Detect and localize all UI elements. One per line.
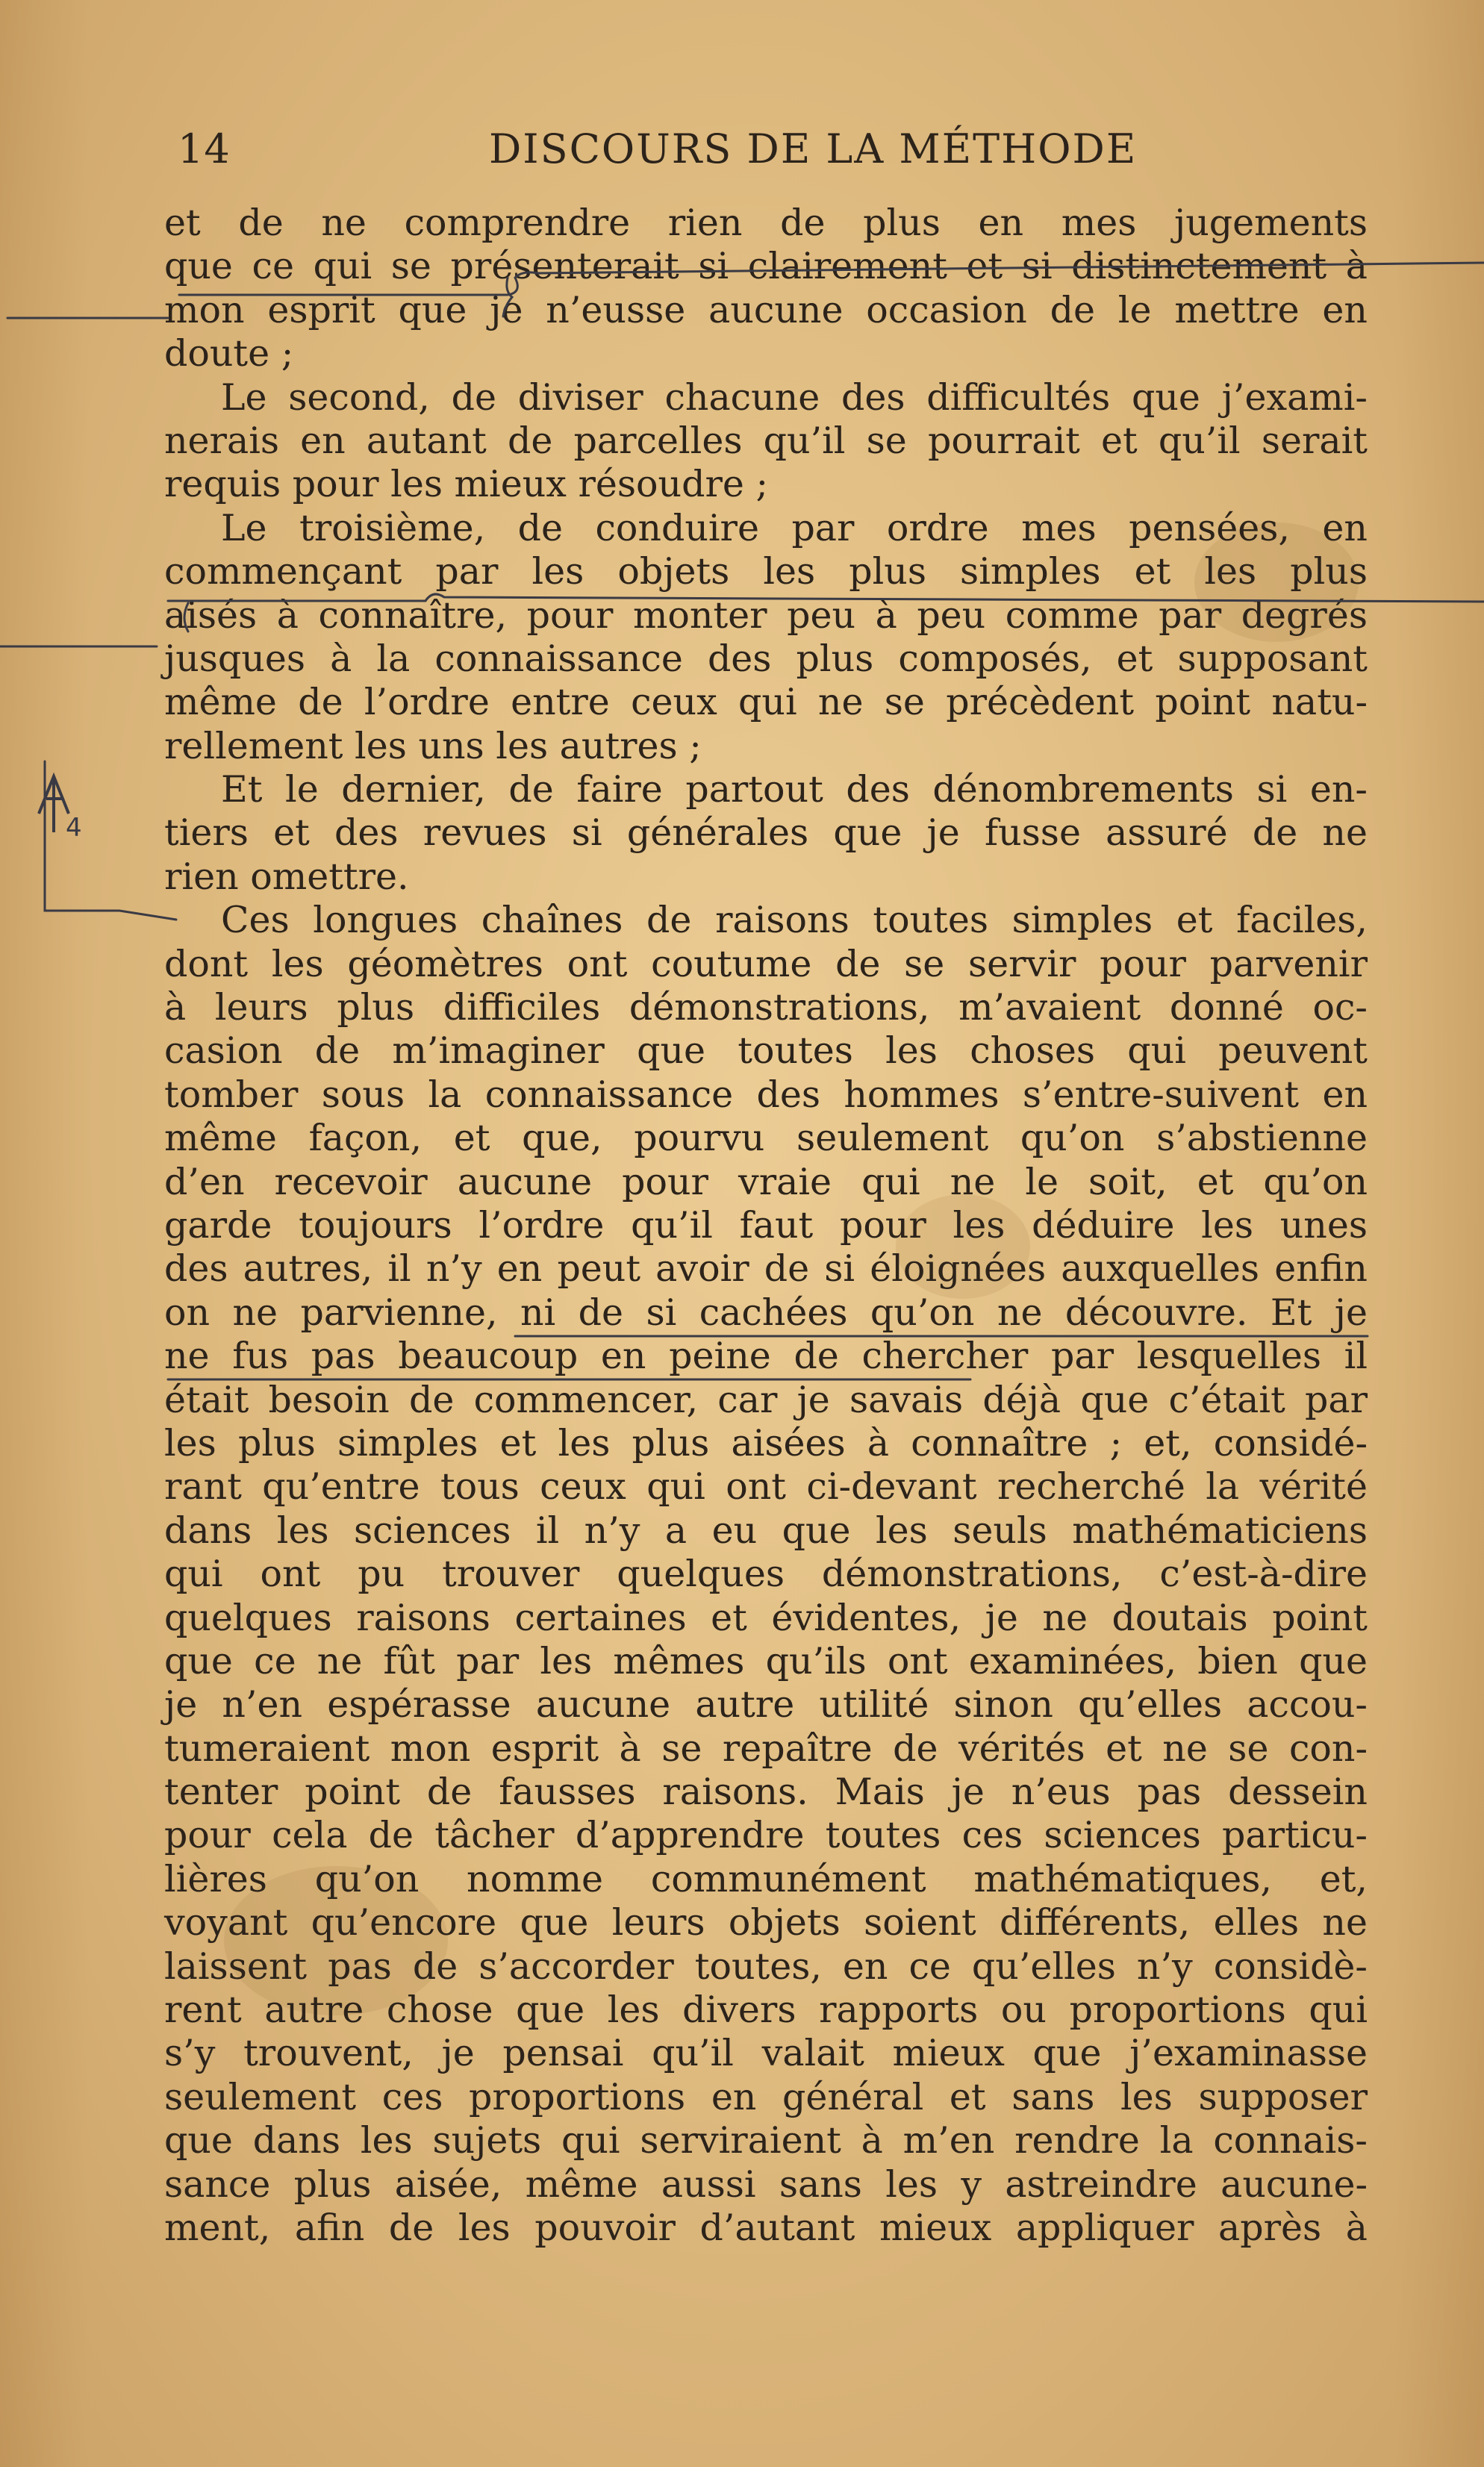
text-line: rant qu’entre tous ceux qui ont ci-devant recherché la vérité <box>164 1465 1368 1509</box>
text-line: rien omettre. <box>164 855 409 898</box>
text-line: les plus simples et les plus aisées à connaître ; et, considé- <box>164 1421 1368 1465</box>
text-line: nerais en autant de parcelles qu’il se pourrait et qu’il serait <box>164 419 1368 462</box>
text-line: dans les sciences il n’y a eu que les seuls mathématiciens <box>164 1509 1368 1552</box>
text-line: quelques raisons certaines et évidentes, je ne doutais point <box>164 1596 1368 1639</box>
text-line: commençant par les objets les plus simples et les plus <box>164 550 1368 593</box>
text-line: ment, afin de les pouvoir d’autant mieux appliquer après à <box>164 2206 1368 2249</box>
text-line: tumeraient mon esprit à se repaître de vérités et ne se con- <box>164 1727 1368 1770</box>
text-line: casion de m’imaginer que toutes les choses qui peuvent <box>164 1029 1368 1073</box>
text-line: tenter point de fausses raisons. Mais je n’eus pas dessein <box>164 1771 1368 1814</box>
text-line: aisés à connaître, pour monter peu à peu comme par degrés <box>164 593 1368 637</box>
text-line: Le troisième, de conduire par ordre mes pensées, en <box>221 506 1368 549</box>
text-line: laissent pas de s’accorder toutes, en ce qu’elles n’y considè- <box>164 1944 1368 1988</box>
text-line: Le second, de diviser chacune des difficultés que j’exami- <box>221 375 1368 419</box>
text-line: sance plus aisée, même aussi sans les y astreindre aucune- <box>164 2162 1368 2206</box>
text-line: même de l’ordre entre ceux qui ne se précèdent point natu- <box>164 681 1368 724</box>
text-line: pour cela de tâcher d’apprendre toutes ces sciences particu- <box>164 1814 1368 1857</box>
text-line: à leurs plus difficiles démonstrations, m’avaient donné oc- <box>164 986 1368 1029</box>
text-line: seulement ces proportions en général et sans les supposer <box>164 2075 1368 2118</box>
text-line: lières qu’on nomme communément mathématiques, et, <box>164 1857 1368 1900</box>
page-header <box>0 125 1484 178</box>
text-line: même façon, et que, pourvu seulement qu’on s’abstienne <box>164 1117 1368 1160</box>
text-line: voyant qu’encore que leurs objets soient différents, elles ne <box>164 1901 1368 1944</box>
text-line: tiers et des revues si générales que je fusse assuré de ne <box>164 811 1368 855</box>
text-line: requis pour les mieux résoudre ; <box>164 463 768 506</box>
text-line: mon esprit que je n’eusse aucune occasion de le mettre en <box>164 288 1368 331</box>
page-number: 14 <box>178 125 231 172</box>
text-line: et de ne comprendre rien de plus en mes jugements <box>164 202 1368 244</box>
text-line: s’y trouvent, je pensai qu’il valait mieux que j’examinasse <box>164 2032 1368 2075</box>
text-line: qui ont pu trouver quelques démonstrations, c’est-à-dire <box>164 1553 1368 1596</box>
text-line: dont les géomètres ont coutume de se servir pour parvenir <box>164 942 1368 985</box>
text-line: que ce ne fût par les mêmes qu’ils ont examinées, bien que <box>164 1639 1368 1682</box>
text-line: ne fus pas beaucoup en peine de chercher par lesquelles il <box>164 1335 1368 1378</box>
text-line: rent autre chose que les divers rapports ou proportions qui <box>164 1989 1368 2032</box>
text-line: jusques à la connaissance des plus composés, et supposant <box>164 637 1368 680</box>
body-text <box>164 202 1368 2250</box>
text-line: rellement les uns les autres ; <box>164 724 702 767</box>
text-line: tomber sous la connaissance des hommes s’entre-suivent en <box>164 1073 1368 1116</box>
text-line: garde toujours l’ordre qu’il faut pour les déduire les unes <box>164 1203 1368 1247</box>
text-line: doute ; <box>164 332 294 375</box>
running-head: DISCOURS DE LA MÉTHODE <box>489 125 1138 172</box>
text-line: je n’en espérasse aucune autre utilité sinon qu’elles accou- <box>164 1683 1368 1727</box>
text-line: était besoin de commencer, car je savais déjà que c’était par <box>164 1378 1368 1421</box>
text-line: que ce qui se présenterait si clairement et si distinctement à <box>164 245 1368 288</box>
text-line: que dans les sujets qui serviraient à m’en rendre la connais- <box>164 2119 1368 2162</box>
text-line: Ces longues chaînes de raisons toutes simples et faciles, <box>221 899 1368 942</box>
text-line: on ne parvienne, ni de si cachées qu’on ne découvre. Et je <box>164 1291 1368 1334</box>
text-line: des autres, il n’y en peut avoir de si éloignées auxquelles enfin <box>164 1247 1368 1291</box>
text-line: d’en recevoir aucune pour vraie qui ne le soit, et qu’on <box>164 1160 1368 1203</box>
text-line: Et le dernier, de faire partout des dénombrements si en- <box>221 768 1368 811</box>
margin-mark-glyph <box>39 776 69 832</box>
margin-mark: 4 <box>66 813 82 843</box>
margin-bracket-stroke <box>45 761 176 920</box>
